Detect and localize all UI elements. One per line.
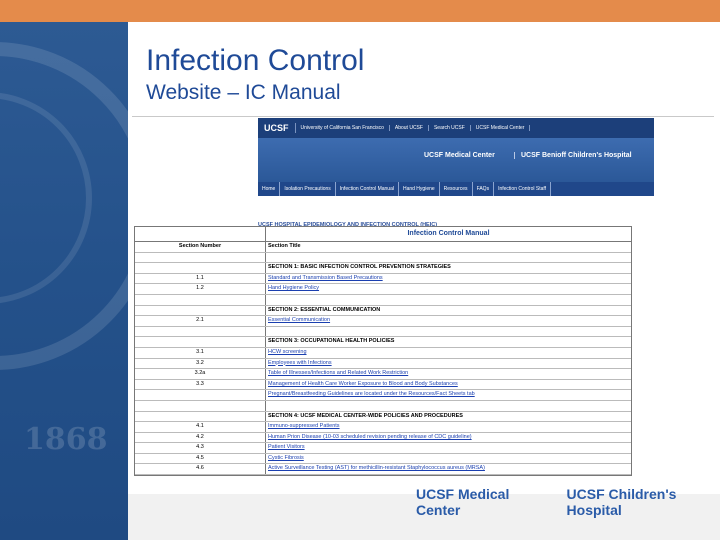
section-number: 3.2 [135, 359, 266, 369]
manual-entry-row [135, 380, 631, 391]
nav-resources[interactable]: Resources [440, 182, 473, 196]
manual-entry-row [135, 454, 631, 465]
ucsf-childrens-hospital-logo: UCSF Children's Hospital [566, 486, 677, 518]
left-decorative-panel [0, 22, 128, 540]
ucsf-top-nav [258, 118, 654, 138]
section-number [135, 390, 266, 400]
section-title-link[interactable]: Cystic Fibrosis [268, 454, 304, 461]
manual-rows [135, 253, 631, 475]
top-accent-bar [0, 0, 720, 22]
manual-entry-row [135, 443, 631, 454]
section-title-link[interactable]: Human Prion Disease (10-03 scheduled revision pending release of CDC guideline) [268, 433, 472, 440]
manual-entry-row [135, 348, 631, 359]
manual-entry-row [135, 390, 631, 401]
section-title-link[interactable]: Employees with Infections [268, 359, 332, 366]
ic-manual-table [134, 226, 632, 476]
section-title-link[interactable]: Pregnant/Breastfeeding Guidelines are located under the Resources/Fact Sheets tab [268, 391, 475, 398]
banner-medical-center[interactable]: UCSF Medical Center [424, 152, 495, 159]
manual-column-header-row [135, 242, 631, 253]
nav-isolation-precautions[interactable]: Isolation Precautions [280, 182, 335, 196]
section-title-link[interactable]: HCW screening [268, 348, 307, 355]
section-number [135, 306, 266, 316]
manual-entry-row [135, 274, 631, 285]
nav-infection-control-manual[interactable]: Infection Control Manual [336, 182, 399, 196]
nav-hand-hygiene[interactable]: Hand Hygiene [399, 182, 440, 196]
manual-title[interactable]: Infection Control Manual [407, 230, 490, 237]
section-title: SECTION 2: ESSENTIAL COMMUNICATION [268, 306, 381, 313]
section-number: 4.6 [135, 464, 266, 474]
manual-section-row [135, 306, 631, 317]
section-number [135, 337, 266, 347]
section-number: 3.1 [135, 348, 266, 358]
section-title-link[interactable]: Active Surveillance Testing (AST) for methicillin-resistant Staphylococcus aureus (MRSA) [268, 465, 485, 472]
manual-entry-row [135, 433, 631, 444]
manual-section-row [135, 412, 631, 423]
manual-entry-row [135, 464, 631, 475]
section-title-link[interactable]: Essential Communication [268, 317, 331, 324]
site-banner [258, 138, 654, 182]
site-nav [258, 182, 654, 196]
top-nav-link-medical-center[interactable]: UCSF Medical Center [471, 125, 531, 131]
section-number: 3.3 [135, 380, 266, 390]
manual-section-row [135, 337, 631, 348]
nav-home[interactable]: Home [258, 182, 280, 196]
heic-heading: UCSF HOSPITAL EPIDEMIOLOGY AND INFECTION CONTROL (HEIC) [258, 222, 438, 228]
website-frame [258, 118, 654, 228]
section-title-link[interactable]: Standard and Transmission Based Precautions [268, 274, 383, 281]
manual-entry-row [135, 359, 631, 370]
section-title-link[interactable]: Management of Health Care Worker Exposure to Blood and Body Substances [268, 380, 458, 387]
top-nav-link-university[interactable]: University of California San Francisco [296, 125, 390, 131]
section-number: 4.2 [135, 433, 266, 443]
manual-entry-row [135, 369, 631, 380]
section-number: 1.2 [135, 284, 266, 294]
manual-title-row [135, 227, 631, 242]
section-title [266, 253, 631, 263]
section-number: 4.3 [135, 443, 266, 453]
section-title-link[interactable]: Table of Illnesses/Infections and Related Work Restriction [268, 370, 409, 377]
section-number [135, 401, 266, 411]
section-title: SECTION 3: OCCUPATIONAL HEALTH POLICIES [268, 338, 395, 345]
nav-infection-control-staff[interactable]: Infection Control Staff [494, 182, 551, 196]
manual-blank-row [135, 295, 631, 306]
section-number: 4.1 [135, 422, 266, 432]
nav-faqs[interactable]: FAQs [473, 182, 495, 196]
banner-childrens-hospital[interactable]: UCSF Benioff Children's Hospital [514, 152, 632, 159]
manual-blank-row [135, 253, 631, 264]
manual-blank-row [135, 401, 631, 412]
manual-blank-row [135, 327, 631, 338]
title-divider [132, 116, 714, 117]
manual-entry-row [135, 316, 631, 327]
slide-title: Infection Control [146, 44, 365, 77]
slide-subtitle: Website – IC Manual [146, 81, 341, 104]
section-number [135, 412, 266, 422]
section-title-link[interactable]: Immuno-suppressed Patients [268, 423, 340, 430]
section-title-link[interactable]: Hand Hygiene Policy [268, 285, 320, 292]
manual-section-row [135, 263, 631, 274]
manual-entry-row [135, 284, 631, 295]
website-screenshot [134, 118, 714, 494]
section-number: 3.2a [135, 369, 266, 379]
section-title [266, 401, 631, 411]
column-header-section-number: Section Number [135, 242, 266, 252]
section-number [135, 327, 266, 337]
section-title [266, 327, 631, 337]
section-title: SECTION 4: UCSF MEDICAL CENTER-WIDE POLICIES AND PROCEDURES [268, 412, 463, 419]
ucsf-medical-center-logo: UCSF Medical Center [416, 486, 510, 518]
section-number [135, 295, 266, 305]
section-number [135, 253, 266, 263]
section-number [135, 263, 266, 273]
footer-logos [416, 486, 720, 518]
section-title-link[interactable]: Patient Visitors [268, 444, 305, 451]
top-nav-link-search[interactable]: Search UCSF [429, 125, 471, 131]
section-title: SECTION 1: BASIC INFECTION CONTROL PREVENTION STRATEGIES [268, 264, 451, 271]
section-number: 2.1 [135, 316, 266, 326]
ucsf-logo[interactable]: UCSF [258, 123, 296, 133]
manual-entry-row [135, 422, 631, 433]
section-number: 4.5 [135, 454, 266, 464]
section-number: 1.1 [135, 274, 266, 284]
seal-year: 1868 [24, 422, 108, 457]
top-nav-link-about[interactable]: About UCSF [390, 125, 429, 131]
column-header-section-title: Section Title [268, 243, 301, 249]
section-title [266, 295, 631, 305]
